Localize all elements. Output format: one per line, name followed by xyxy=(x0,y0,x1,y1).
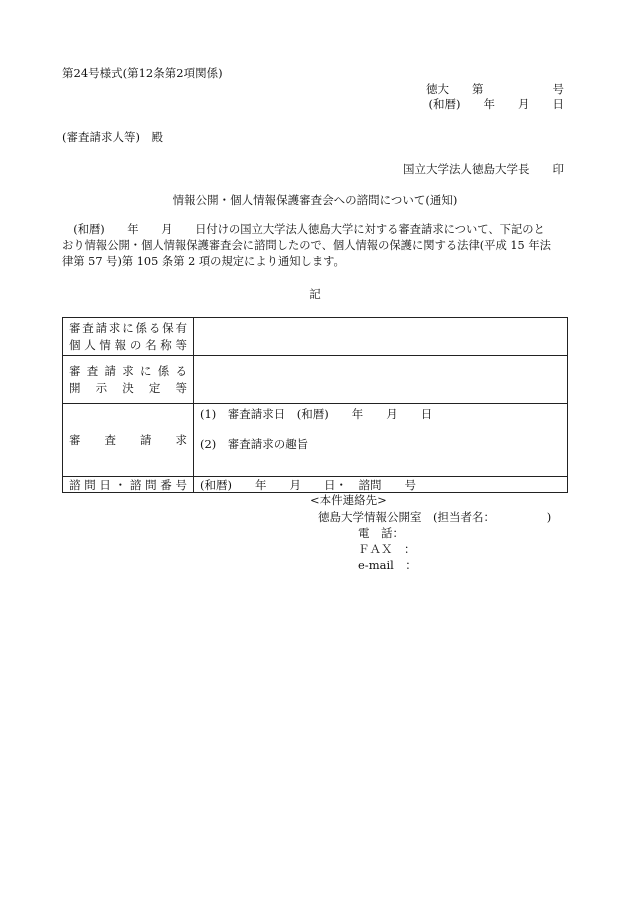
document-title: 情報公開・個人情報保護審査会への諮問について(通知) xyxy=(172,193,458,207)
document-date: (和暦) 年 月 日 xyxy=(428,97,564,111)
row-value-disclosure-decision xyxy=(194,356,568,404)
body-line-2: おり情報公開・個人情報保護審査会に諮問したので、個人情報の保護に関する法律(平成 15 年法 xyxy=(62,239,551,252)
row-label-personal-info: 審査請求に係る保有 個人情報の名称等 xyxy=(63,318,194,356)
contact-email: e-mail ： xyxy=(358,558,417,572)
contact-office: 徳島大学情報公開室 (担当者名： ) xyxy=(318,510,552,524)
contact-header: <本件連絡先> xyxy=(310,493,387,507)
row-value-personal-info xyxy=(194,318,568,356)
sender: 国立大学法人徳島大学長 印 xyxy=(403,162,564,176)
details-table xyxy=(62,317,568,493)
row-value-inquiry: (和暦) 年 月 日・ 諮問 号 xyxy=(194,477,568,493)
contact-fax: ＦＡＸ ： xyxy=(358,542,416,556)
ki-heading: 記 xyxy=(309,287,321,301)
body-line-3: 律第 57 号)第 105 条第 2 項の規定により通知します。 xyxy=(62,255,345,268)
table-row xyxy=(63,404,568,477)
table-row xyxy=(63,477,568,493)
contact-phone: 電 話： xyxy=(358,526,404,540)
row-value-review-request xyxy=(194,404,568,477)
review-request-date: (1) 審査請求日 (和暦) 年 月 日 xyxy=(200,407,433,421)
row-label-review-request: 審査請求 xyxy=(63,404,194,477)
row-label-inquiry: 諮問日・諮問番号 xyxy=(63,477,194,493)
form-number: 第24号様式(第12条第2項関係) xyxy=(62,66,223,80)
table-row xyxy=(63,318,568,356)
table-row xyxy=(63,356,568,404)
document-number: 徳大 第 号 xyxy=(426,82,564,96)
row-label-disclosure-decision: 審査請求に係る 開示決定等 xyxy=(63,356,194,404)
body-line-1: (和暦) 年 月 日付けの国立大学法人徳島大学に対する審査請求について、下記のと xyxy=(62,223,545,236)
addressee: (審査請求人等) 殿 xyxy=(62,130,163,144)
review-request-purpose: (2) 審査請求の趣旨 xyxy=(200,437,309,451)
